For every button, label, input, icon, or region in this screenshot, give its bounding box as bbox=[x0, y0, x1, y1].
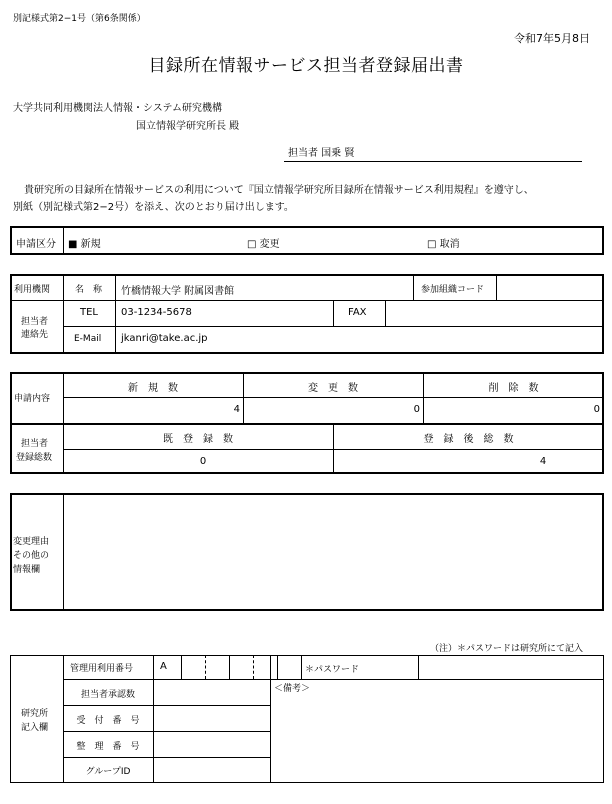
institution-label: 利用機関 bbox=[14, 285, 51, 295]
option-change[interactable] bbox=[247, 235, 280, 250]
option-label: 新規 bbox=[80, 239, 101, 250]
fax-label: FAX bbox=[348, 307, 367, 318]
option-label: 取消 bbox=[439, 239, 460, 250]
change-reason-box bbox=[10, 493, 604, 611]
divider bbox=[63, 705, 270, 706]
checkbox-checked-icon: ■ bbox=[68, 239, 78, 250]
password-note: （注）＊パスワードは研究所にて記入 bbox=[430, 644, 584, 654]
divider bbox=[229, 655, 230, 679]
delete-count-value[interactable]: 0 bbox=[593, 404, 600, 415]
intro-line-1: 貴研究所の目録所在情報サービスの利用について『国立情報学研究所目録所在情報サービス利用規程』を遵守し、 bbox=[24, 185, 534, 196]
divider bbox=[418, 655, 419, 679]
intro-line-2: 別紙（別記様式第2−2号）を添え、次のとおり届け出します。 bbox=[13, 202, 294, 213]
divider bbox=[205, 655, 206, 679]
divider bbox=[63, 757, 270, 758]
contact-person: 担当者 国乗 賢 bbox=[288, 148, 355, 159]
new-count-value[interactable]: 4 bbox=[233, 404, 240, 415]
email-label: E-Mail bbox=[74, 334, 102, 344]
divider bbox=[10, 300, 604, 301]
contact-underline bbox=[284, 161, 582, 162]
remarks-label: ＜備考＞ bbox=[274, 684, 311, 694]
divider bbox=[153, 655, 154, 783]
existing-count-header: 既 登 録 数 bbox=[163, 434, 233, 445]
divider bbox=[413, 274, 414, 300]
addressee-name: 国立情報学研究所長 殿 bbox=[136, 121, 240, 132]
admin-id-prefix: A bbox=[160, 661, 167, 672]
divider bbox=[115, 274, 116, 354]
registered-total-label-1: 担当者 bbox=[21, 439, 49, 449]
application-content-label: 申請内容 bbox=[14, 394, 51, 404]
total-after-header: 登 録 後 総 数 bbox=[423, 434, 514, 445]
divider bbox=[63, 493, 64, 611]
change-reason-label-1: 変更理由 bbox=[13, 537, 50, 547]
total-after-value[interactable]: 4 bbox=[539, 456, 547, 467]
divider bbox=[63, 274, 64, 354]
receipt-number-label: 受 付 番 号 bbox=[76, 716, 140, 726]
contact-label-1: 担当者 bbox=[21, 317, 49, 327]
page-title: 目録所在情報サービス担当者登録届出書 bbox=[148, 56, 464, 76]
admin-id-label: 管理用利用番号 bbox=[70, 664, 134, 674]
password-label: ＊パスワード bbox=[305, 665, 360, 675]
name-label: 名 称 bbox=[75, 285, 103, 295]
divider bbox=[63, 326, 604, 327]
tel-value[interactable]: 03-1234-5678 bbox=[121, 307, 192, 318]
option-new[interactable] bbox=[68, 235, 101, 250]
tel-label: TEL bbox=[80, 307, 98, 318]
delete-count-header: 削 除 数 bbox=[488, 383, 539, 394]
email-value[interactable]: jkanri@take.ac.jp bbox=[121, 333, 208, 344]
group-id-label: グループID bbox=[85, 767, 131, 777]
change-count-header: 変 更 数 bbox=[308, 383, 358, 394]
divider bbox=[63, 679, 604, 680]
divider bbox=[270, 655, 271, 783]
divider bbox=[333, 300, 334, 326]
divider bbox=[385, 300, 386, 326]
option-cancel[interactable] bbox=[427, 235, 460, 250]
divider bbox=[63, 397, 604, 398]
change-count-value[interactable]: 0 bbox=[413, 404, 420, 415]
divider bbox=[496, 274, 497, 300]
institute-side-label-1: 研究所 bbox=[21, 709, 49, 719]
divider bbox=[181, 655, 182, 679]
form-code: 別記様式第2−1号（第6条関係） bbox=[13, 14, 146, 24]
reference-number-label: 整 理 番 号 bbox=[76, 742, 140, 752]
institute-side-label-2: 記入欄 bbox=[21, 723, 49, 733]
submission-date: 令和7年5月8日 bbox=[514, 32, 590, 45]
divider bbox=[253, 655, 254, 679]
divider bbox=[63, 226, 64, 255]
existing-count-value[interactable]: 0 bbox=[199, 456, 207, 467]
checkbox-empty-icon: □ bbox=[247, 239, 257, 250]
divider bbox=[277, 655, 278, 679]
approved-count-label: 担当者承認数 bbox=[80, 690, 135, 700]
checkbox-empty-icon: □ bbox=[427, 239, 437, 250]
option-label: 変更 bbox=[259, 239, 280, 250]
contact-label-2: 連絡先 bbox=[21, 330, 49, 340]
divider bbox=[10, 423, 604, 425]
addressee-org: 大学共同利用機関法人情報・システム研究機構 bbox=[13, 103, 222, 114]
registered-total-label-2: 登録総数 bbox=[16, 453, 53, 463]
application-type-label: 申請区分 bbox=[16, 239, 56, 250]
change-reason-label-2: その他の bbox=[13, 551, 50, 561]
change-reason-label-3: 情報欄 bbox=[13, 565, 41, 575]
org-code-label: 参加組織コード bbox=[421, 285, 485, 295]
institution-name[interactable]: 竹橋情報大学 附属図書館 bbox=[121, 286, 235, 297]
new-count-header: 新 規 数 bbox=[128, 383, 178, 394]
divider bbox=[63, 731, 270, 732]
divider bbox=[301, 655, 302, 679]
